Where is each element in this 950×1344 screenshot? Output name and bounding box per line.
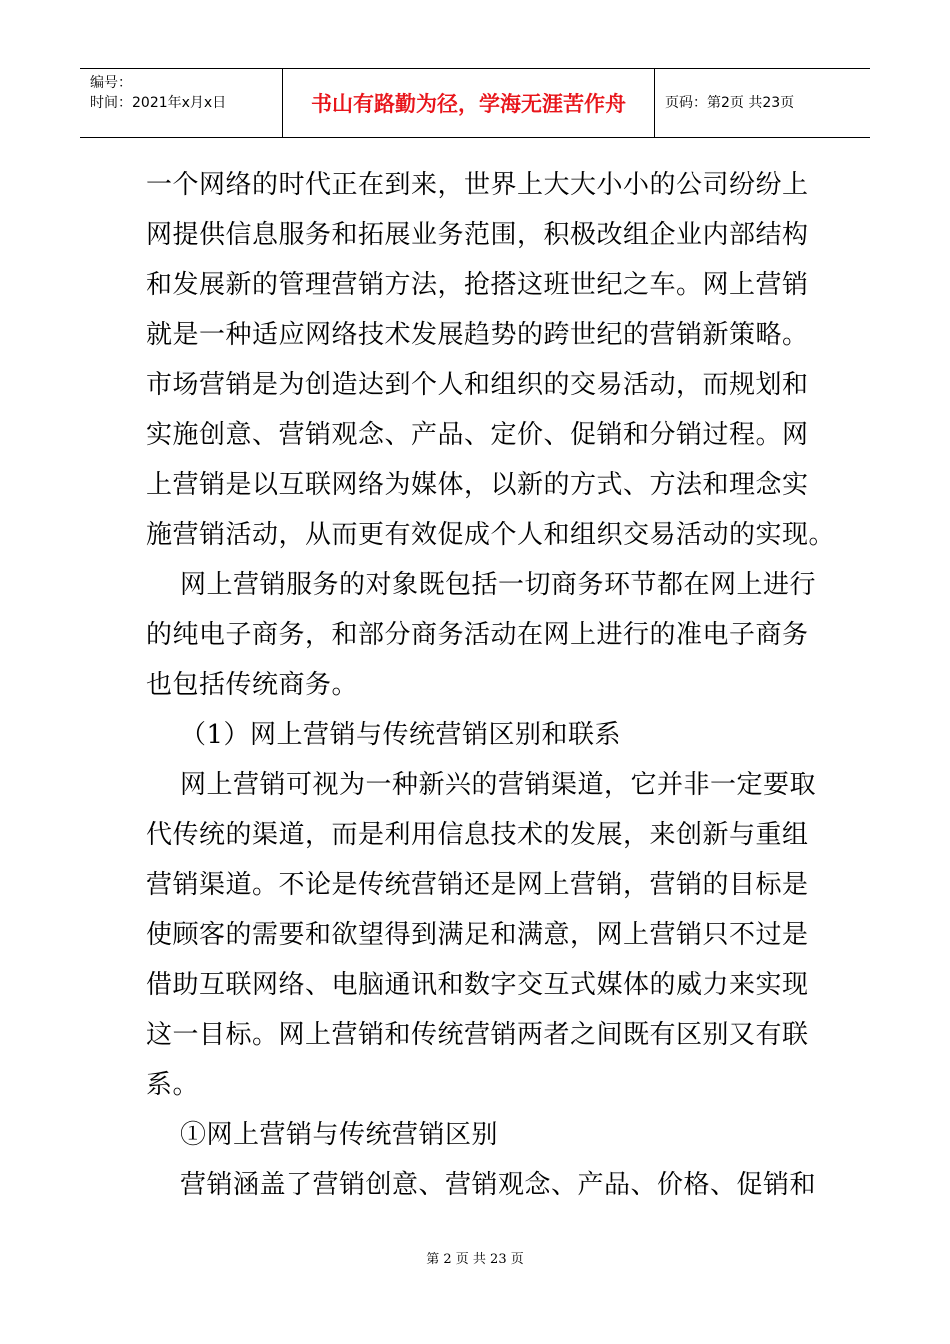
text-line: 这一目标。网上营销和传统营销两者之间既有区别又有联 [146,1020,809,1050]
text-line: 系。 [146,1070,200,1100]
text-line: 使顾客的需要和欲望得到满足和满意，网上营销只不过是 [146,920,809,950]
text-line: 网上营销服务的对象既包括一切商务环节都在网上进行 [180,570,817,600]
text-line: 和发展新的管理营销方法，抢搭这班世纪之车。网上营销 [146,270,809,300]
time-label: 时间：2021年x月x日 [90,95,227,111]
text-line: 借助互联网络、电脑通讯和数字交互式媒体的威力来实现 [146,970,809,1000]
header-motto: 书山有路勤为径，学海无涯苦作舟 [283,69,655,137]
text-line: 就是一种适应网络技术发展趋势的跨世纪的营销新策略。 [146,320,809,350]
text-line: 一个网络的时代正在到来，世界上大大小小的公司纷纷上 [146,170,809,200]
section-heading: （1）网上营销与传统营销区别和联系 [180,720,622,750]
number-label: 编号： [90,75,132,91]
text-line: 也包括传统商务。 [146,670,359,700]
text-line: 市场营销是为创造达到个人和组织的交易活动，而规划和 [146,370,809,400]
header-page-info: 页码：第2页 共23页 [665,95,795,111]
subsection-heading: ①网上营销与传统营销区别 [180,1120,499,1150]
text-line: 网提供信息服务和拓展业务范围，积极改组企业内部结构 [146,220,809,250]
text-line: 营销涵盖了营销创意、营销观念、产品、价格、促销和 [180,1170,817,1200]
header-meta [80,69,283,137]
page-footer: 第 2 页 共 23 页 [426,1252,524,1267]
text-line: 的纯电子商务，和部分商务活动在网上进行的准电子商务 [146,620,809,650]
text-line: 代传统的渠道，而是利用信息技术的发展，来创新与重组 [146,820,809,850]
text-line: 营销渠道。不论是传统营销还是网上营销，营销的目标是 [146,870,809,900]
text-line: 网上营销可视为一种新兴的营销渠道，它并非一定要取 [180,770,817,800]
document-body [146,160,836,1210]
text-line: 实施创意、营销观念、产品、定价、促销和分销过程。网 [146,420,809,450]
page-header [80,68,870,138]
text-line: 施营销活动，从而更有效促成个人和组织交易活动的实现。 [146,520,836,550]
text-line: 上营销是以互联网络为媒体，以新的方式、方法和理念实 [146,470,809,500]
